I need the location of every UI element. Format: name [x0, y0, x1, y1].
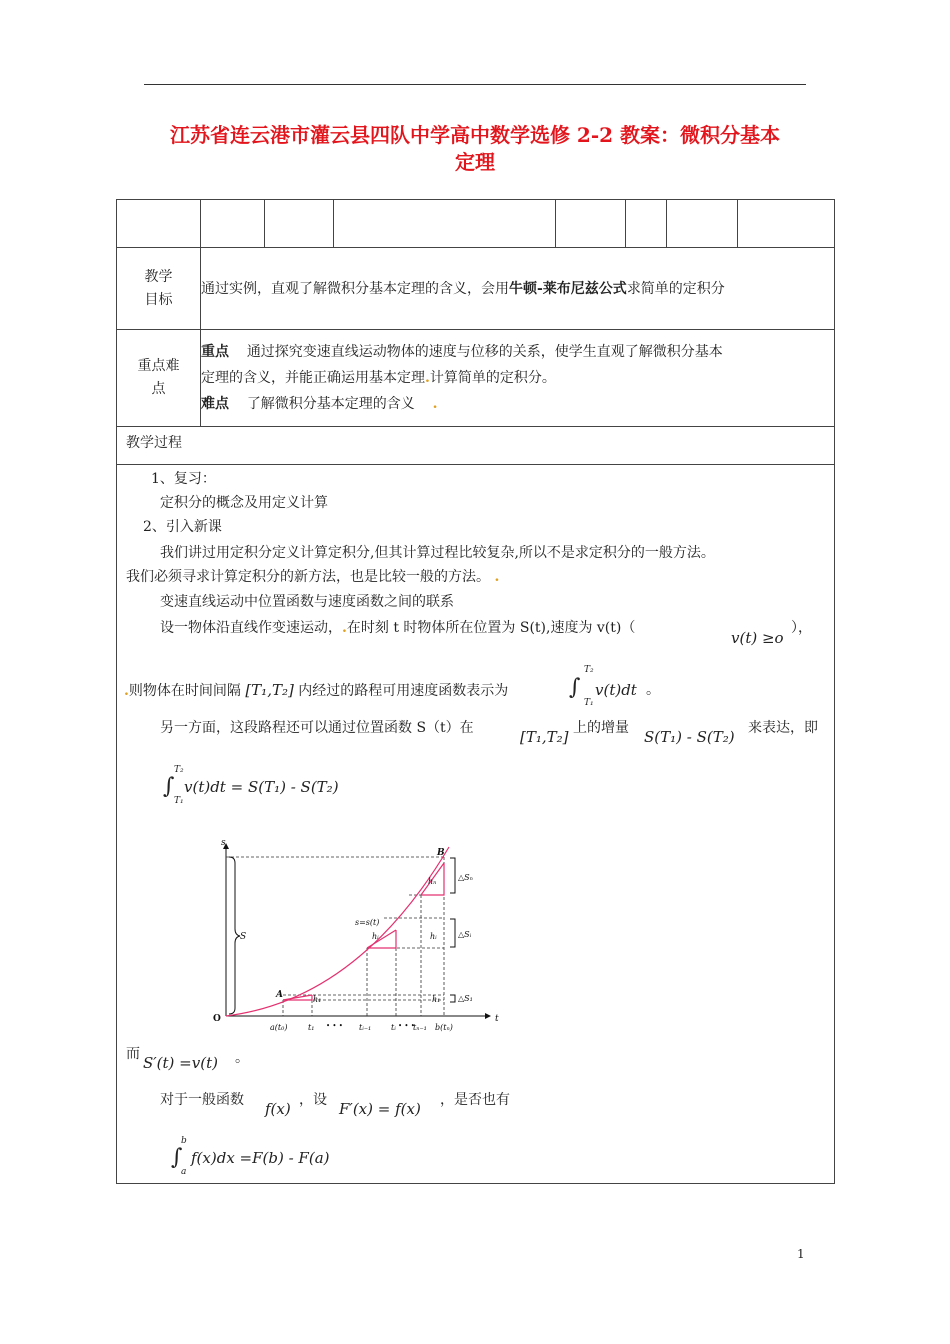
h-i-label: hᵢ: [430, 932, 437, 941]
difficulty-label: 难点: [201, 396, 229, 412]
key-points-text: 重点 通过探究变速直线运动物体的速度与位移的关系，使学生直观了解微积分基本 定理的含义，并能正确运用基本定理.计算简单的定积分。 难点 了解微积分基本定理的含义 .: [201, 330, 835, 427]
blank-cell: [626, 200, 667, 248]
derivative-relation: S′(t) =v(t): [143, 1054, 218, 1072]
review-heading: 1、复习：: [151, 471, 216, 487]
objective-text: [201, 248, 835, 330]
objective-label-line2: 目标: [144, 291, 173, 308]
blank-header-row: [117, 200, 835, 248]
page-title: [120, 122, 830, 176]
objective-text-a: 通过实例，直观了解微积分基本定理的含义，会用: [201, 280, 509, 297]
review-subtext: 定积分的概念及用定义计算: [160, 495, 328, 511]
s-bracket-label: S: [240, 932, 247, 942]
key-text-1: 通过探究变速直线运动物体的速度与位移的关系，使学生直观了解微积分基本: [246, 344, 723, 360]
curve-label: s=s(t): [355, 918, 380, 927]
objective-label-line1: 教学: [144, 268, 173, 285]
paragraph-7-end: ，是否也有: [440, 1092, 510, 1108]
integral-sign: ∫: [569, 675, 581, 700]
paragraph-6: 而: [126, 1046, 140, 1062]
position-increment: S(T₁) - S(T₂): [644, 728, 735, 746]
position-curve: [226, 847, 449, 1016]
blank-cell: [117, 200, 201, 248]
equation-2: f(x)dx =F(b) - F(a): [191, 1149, 330, 1167]
intro-heading: 2、引入新课: [143, 519, 222, 535]
key-points-label: [117, 330, 201, 427]
key-text-3: 计算简单的定积分。: [429, 370, 556, 386]
origin-label: O: [213, 1014, 221, 1024]
point-a-label: A: [276, 990, 283, 1000]
tick-b: b(tₙ): [435, 1023, 453, 1032]
paragraph-7-mid: ，设: [299, 1092, 327, 1108]
equation-1-lower-limit: T₁: [174, 796, 184, 806]
h-n-label: hₙ: [428, 877, 437, 886]
interval-label: [T₁,T₂]: [520, 728, 569, 746]
key-label: 重点: [201, 344, 229, 360]
paragraph-4-end: 。: [646, 682, 660, 698]
delta-s-i-label: △Sᵢ: [458, 930, 472, 939]
tick-t-n-minus-1: tₙ₋₁: [413, 1023, 427, 1032]
tick-t-i-minus-1: tᵢ₋₁: [359, 1023, 372, 1032]
objective-label: [117, 248, 201, 330]
h-1-label: h₁: [432, 995, 441, 1004]
process-row: [117, 465, 835, 1184]
velocity-condition: v(t) ≥o: [731, 629, 784, 647]
tick-ellipsis-1: • • •: [326, 1022, 343, 1030]
guide-lines: [226, 857, 444, 1016]
process-body: [117, 465, 835, 1184]
paragraph-1a: 我们讲过用定积分定义计算定积分,但其计算过程比较复杂,所以不是求定积分的一般方法。: [160, 545, 715, 561]
equation-1-integral-sign: ∫: [163, 774, 175, 799]
tick-t-i: tᵢ: [391, 1023, 396, 1032]
paragraph-7: 对于一般函数: [160, 1092, 244, 1108]
blank-cell: [556, 200, 626, 248]
delta-s-n-label: △Sₙ: [458, 873, 473, 882]
equation-2-lower-limit: a: [181, 1167, 187, 1177]
paragraph-1b: 我们必须寻求计算定积分的新方法，也是比较一般的方法。 .: [126, 569, 500, 585]
point-b-label: B: [437, 848, 445, 858]
h-1-left-label: h₁: [313, 995, 322, 1004]
equation-1-upper-limit: T₂: [174, 765, 184, 775]
delta-s-1-label: △S₁: [458, 994, 473, 1003]
integral-lower-limit: T₁: [584, 698, 594, 708]
paragraph-2: 变速直线运动中位置函数与速度函数之间的联系: [160, 594, 454, 610]
tangent-steps: [283, 863, 444, 1000]
h-i-inner-label: hᵢ: [372, 932, 379, 941]
paragraph-5-end: 来表达，即: [748, 720, 818, 736]
header-rule: [144, 84, 806, 85]
key-text-2: 定理的含义，并能正确运用基本定理: [201, 370, 425, 386]
page-number: 1: [797, 1247, 805, 1261]
equation-1: v(t)dt = S(T₁) - S(T₂): [184, 778, 339, 796]
key-points-label-line1: 重点难: [137, 358, 180, 374]
blank-cell: [265, 200, 334, 248]
page-title-line2: 定理: [455, 150, 495, 174]
t-axis-label: t: [495, 1014, 499, 1024]
paragraph-3-end: ），: [791, 620, 812, 636]
process-header: 教学过程: [117, 427, 835, 465]
equation-2-upper-limit: b: [181, 1136, 187, 1146]
tick-ellipsis-2: • • •: [398, 1022, 415, 1030]
process-header-row: [117, 427, 835, 465]
general-function: f(x): [265, 1100, 291, 1118]
page-title-line1: 江苏省连云港市灌云县四队中学高中数学选修 2-2 教案：微积分基本: [169, 123, 781, 147]
tick-t1: t₁: [308, 1023, 315, 1032]
tick-a: a(t₀): [270, 1023, 288, 1032]
paragraph-5-mid: 上的增量: [573, 720, 629, 736]
paragraph-6-end: 。: [235, 1050, 249, 1066]
blank-cell: [738, 200, 835, 248]
integral-upper-limit: T₂: [584, 665, 594, 675]
lesson-plan-table: [116, 199, 835, 1184]
antiderivative-relation: F′(x) = f(x): [339, 1100, 421, 1118]
integrand: v(t)dt: [595, 681, 637, 699]
t-axis-arrow-icon: [485, 1013, 491, 1019]
key-points-label-line2: 点: [151, 381, 166, 397]
key-points-row: [117, 330, 835, 427]
objective-text-b: 求简单的定积分: [626, 280, 725, 297]
blank-cell: [334, 200, 556, 248]
objective-row: [117, 248, 835, 330]
blank-cell: [201, 200, 265, 248]
motion-figure: [209, 835, 509, 1035]
equation-2-integral-sign: ∫: [171, 1145, 183, 1170]
paragraph-3: 设一物体沿直线作变速运动，.在时刻 t 时物体所在位置为 S(t),速度为 v(t)（: [160, 620, 636, 636]
paragraph-5: 另一方面，这段路程还可以通过位置函数 S（t）在: [160, 720, 474, 736]
paragraph-4: .则物体在时间间隔 [T₁,T₂] 内经过的路程可用速度函数表示为: [124, 681, 509, 699]
difficulty-text: 了解微积分基本定理的含义: [246, 396, 415, 412]
objective-formula-name: 牛顿-莱布尼兹公式: [509, 280, 627, 297]
blank-cell: [667, 200, 738, 248]
s-axis-label: s: [221, 838, 226, 848]
